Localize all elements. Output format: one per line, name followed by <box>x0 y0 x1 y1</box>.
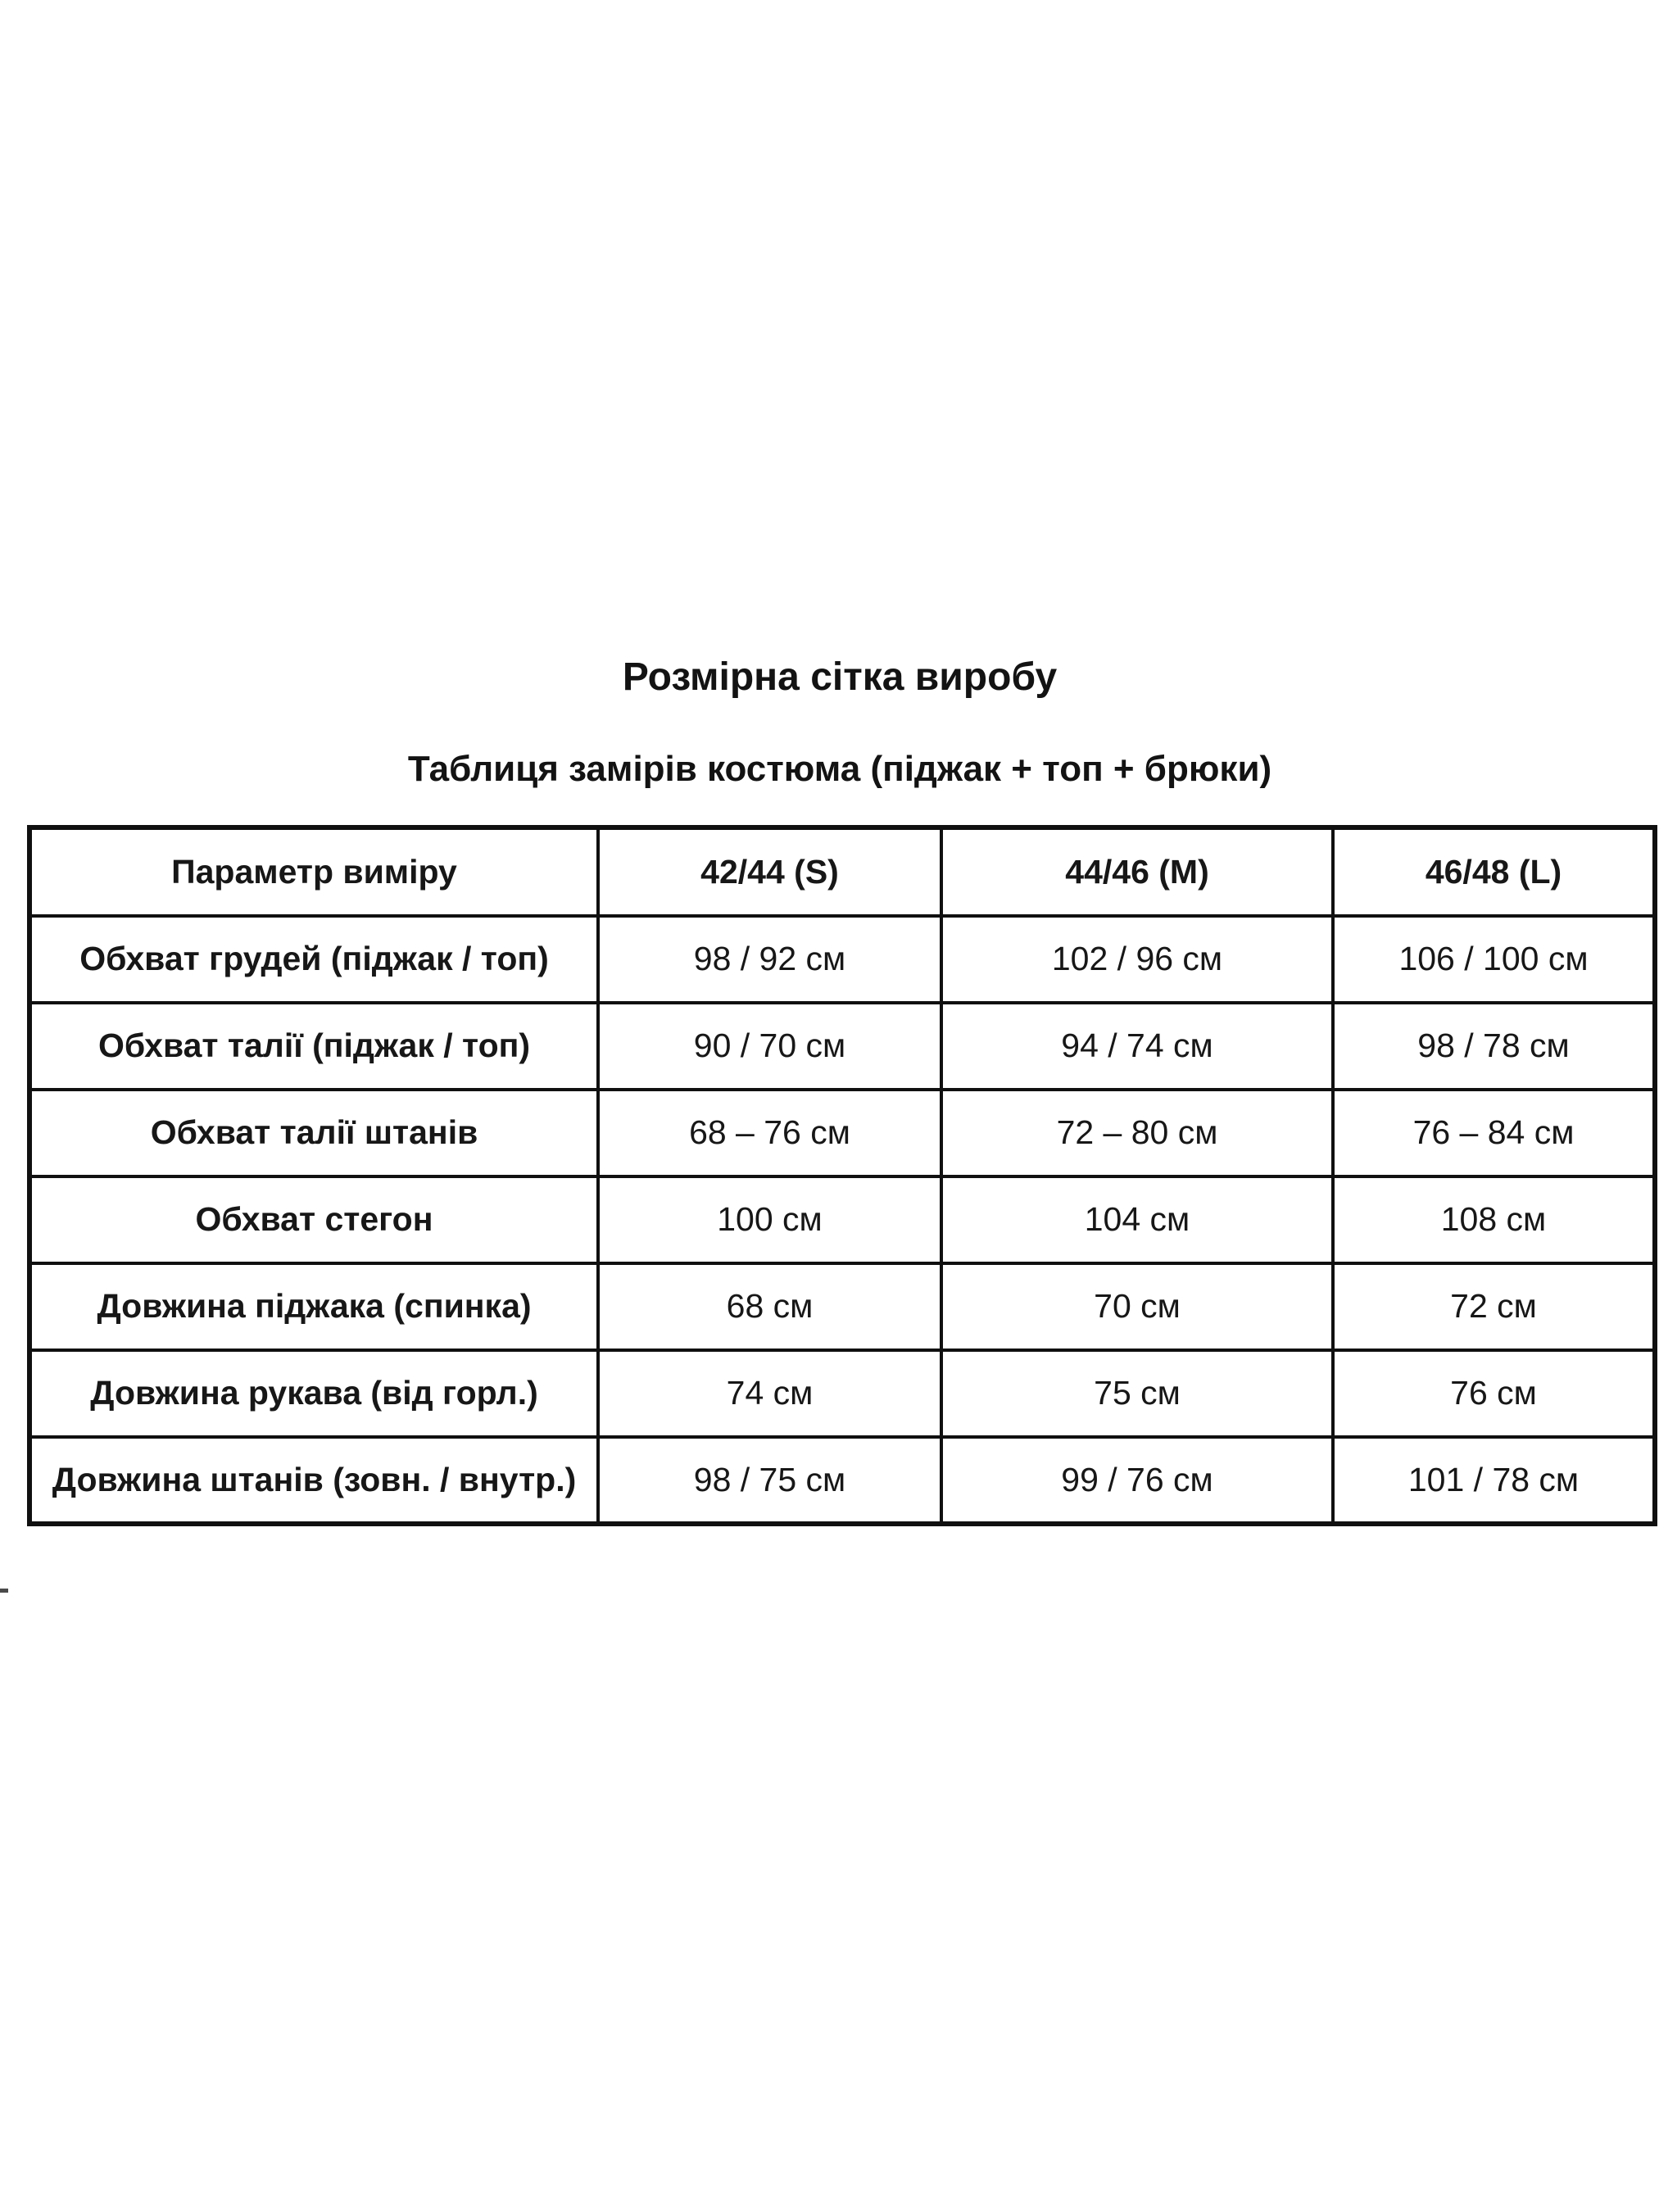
table-row-chest-girth <box>29 916 1655 1003</box>
row-label: Обхват талії штанів <box>29 1090 598 1176</box>
column-header-size-l: 46/48 (L) <box>1333 827 1655 916</box>
value-m: 75 см <box>941 1350 1333 1437</box>
value-s: 68 – 76 см <box>598 1090 941 1176</box>
value-m: 99 / 76 см <box>941 1437 1333 1524</box>
table-caption: Таблиця замірів костюма (піджак + топ + брюки) <box>407 749 1272 789</box>
value-s: 98 / 75 см <box>598 1437 941 1524</box>
page-title: Розмірна сітка виробу <box>622 655 1058 699</box>
table-row-pants-length <box>29 1437 1655 1524</box>
value-m: 102 / 96 см <box>941 916 1333 1003</box>
value-s: 90 / 70 см <box>598 1003 941 1090</box>
table-row-jacket-length <box>29 1263 1655 1350</box>
value-s: 68 см <box>598 1263 941 1350</box>
table-row-sleeve-length <box>29 1350 1655 1437</box>
size-table <box>27 825 1657 1526</box>
table-row-waist-girth <box>29 1003 1655 1090</box>
value-l: 106 / 100 см <box>1333 916 1655 1003</box>
value-l: 72 см <box>1333 1263 1655 1350</box>
row-label: Довжина піджака (спинка) <box>29 1263 598 1350</box>
table-row-hip-girth <box>29 1176 1655 1263</box>
value-l: 108 см <box>1333 1176 1655 1263</box>
value-m: 70 см <box>941 1263 1333 1350</box>
value-s: 100 см <box>598 1176 941 1263</box>
value-m: 104 см <box>941 1176 1333 1263</box>
row-label: Обхват стегон <box>29 1176 598 1263</box>
value-s: 98 / 92 см <box>598 916 941 1003</box>
row-label: Обхват грудей (піджак / топ) <box>29 916 598 1003</box>
value-l: 76 – 84 см <box>1333 1090 1655 1176</box>
column-header-parameter: Параметр виміру <box>29 827 598 916</box>
value-l: 101 / 78 см <box>1333 1437 1655 1524</box>
row-label: Обхват талії (піджак / топ) <box>29 1003 598 1090</box>
column-header-size-m: 44/46 (M) <box>941 827 1333 916</box>
value-m: 94 / 74 см <box>941 1003 1333 1090</box>
column-header-size-s: 42/44 (S) <box>598 827 941 916</box>
value-s: 74 см <box>598 1350 941 1437</box>
value-m: 72 – 80 см <box>941 1090 1333 1176</box>
value-l: 98 / 78 см <box>1333 1003 1655 1090</box>
stray-dash-mark <box>0 1589 8 1593</box>
value-l: 76 см <box>1333 1350 1655 1437</box>
table-header-row <box>29 827 1655 916</box>
table-row-pants-waist-girth <box>29 1090 1655 1176</box>
row-label: Довжина рукава (від горл.) <box>29 1350 598 1437</box>
row-label: Довжина штанів (зовн. / внутр.) <box>29 1437 598 1524</box>
